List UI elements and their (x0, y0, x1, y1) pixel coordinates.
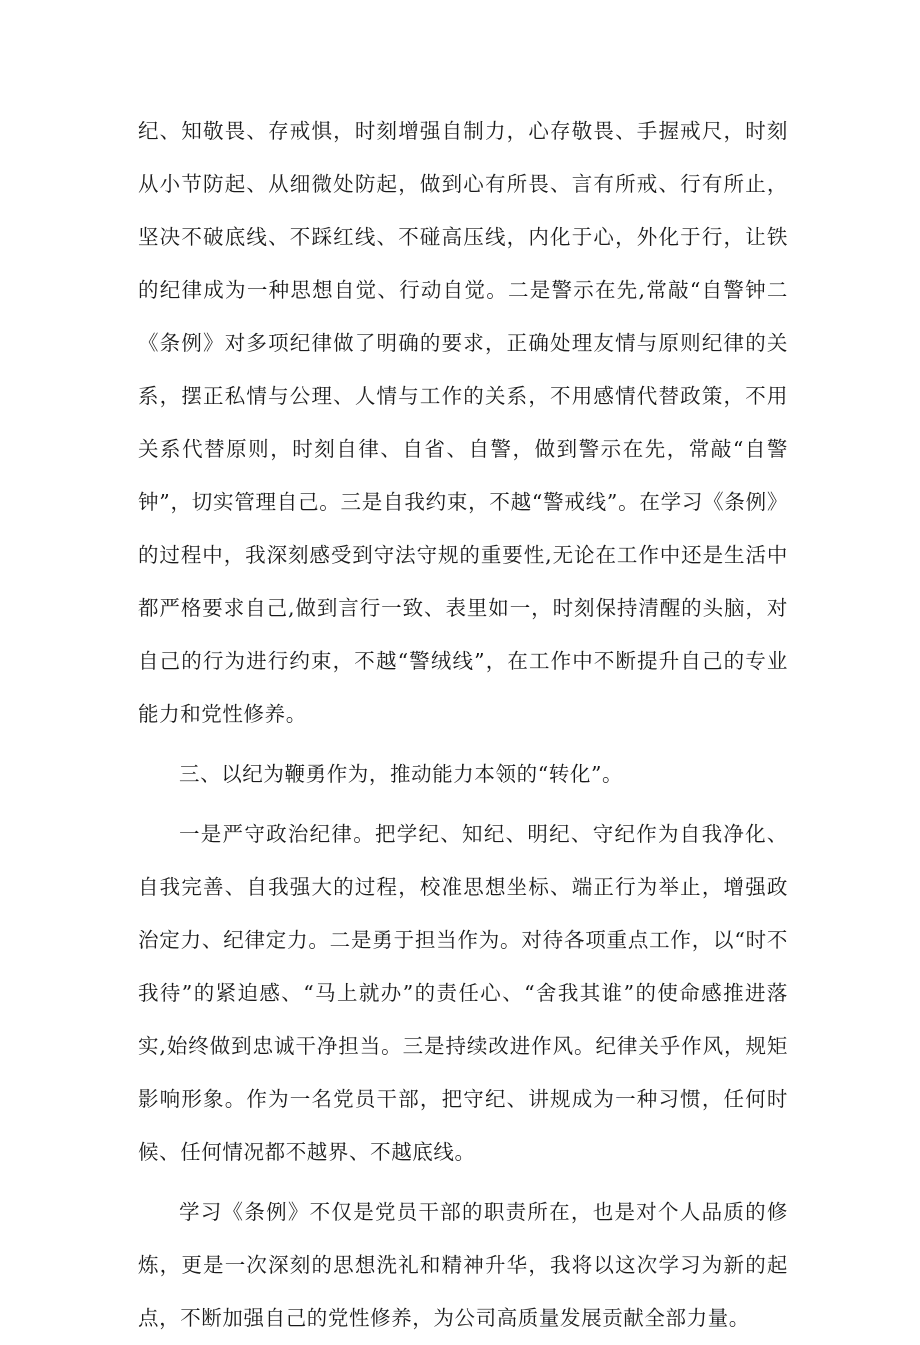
paragraph-continuation: 纪、知敬畏、存戒惧，时刻增强自制力，心存敬畏、手握戒尺，时刻从小节防起、从细微处防起，做到心有所畏、言有所戒、行有所止，坚决不破底线、不踩红线、不碰高压线，内化于心，外化于行，让铁的纪律成为一种思想自觉、行动自觉。二是警示在先,常敲“自警钟二《条例》对多项纪律做了明确的要求，正确处理友情与原则纪律的关系，摆正私情与公理、人情与工作的关系，不用感情代替政策，不用关系代替原则，时刻自律、自省、自警，做到警示在先，常敲“自警钟”，切实管理自己。三是自我约束，不越“警戒线”。在学习《条例》的过程中，我深刻感受到守法守规的重要性,无论在工作中还是生活中都严格要求自己,做到言行一致、表里如一，时刻保持清醒的头脑，对自己的行为进行约束，不越“警绒线”，在工作中不断提升自己的专业能力和党性修养。 (138, 119, 788, 726)
document-body (138, 105, 788, 1345)
section-heading: 三、以纪为鞭勇作为，推动能力本领的“转化”。 (179, 762, 624, 786)
paragraph-discipline: 一是严守政治纪律。把学纪、知纪、明纪、守纪作为自我净化、自我完善、自我强大的过程，校准思想坐标、端正行为举止，增强政治定力、纪律定力。二是勇于担当作为。对待各项重点工作，以“时不我待”的紧迫感、“马上就办”的责任心、“舍我其谁”的使命感推进落实,始终做到忠诚干净担当。三是持续改进作风。纪律关乎作风，规矩影响形象。作为一名党员干部，把守纪、讲规成为一种习惯，任何时候、任何情况都不越界、不越底线。 (138, 822, 788, 1164)
paragraph-conclusion: 学习《条例》不仅是党员干部的职责所在，也是对个人品质的修炼，更是一次深刻的思想洗礼和精神升华，我将以这次学习为新的起点，不断加强自己的党性修养，为公司高质量发展贡献全部力量。 (138, 1200, 788, 1330)
